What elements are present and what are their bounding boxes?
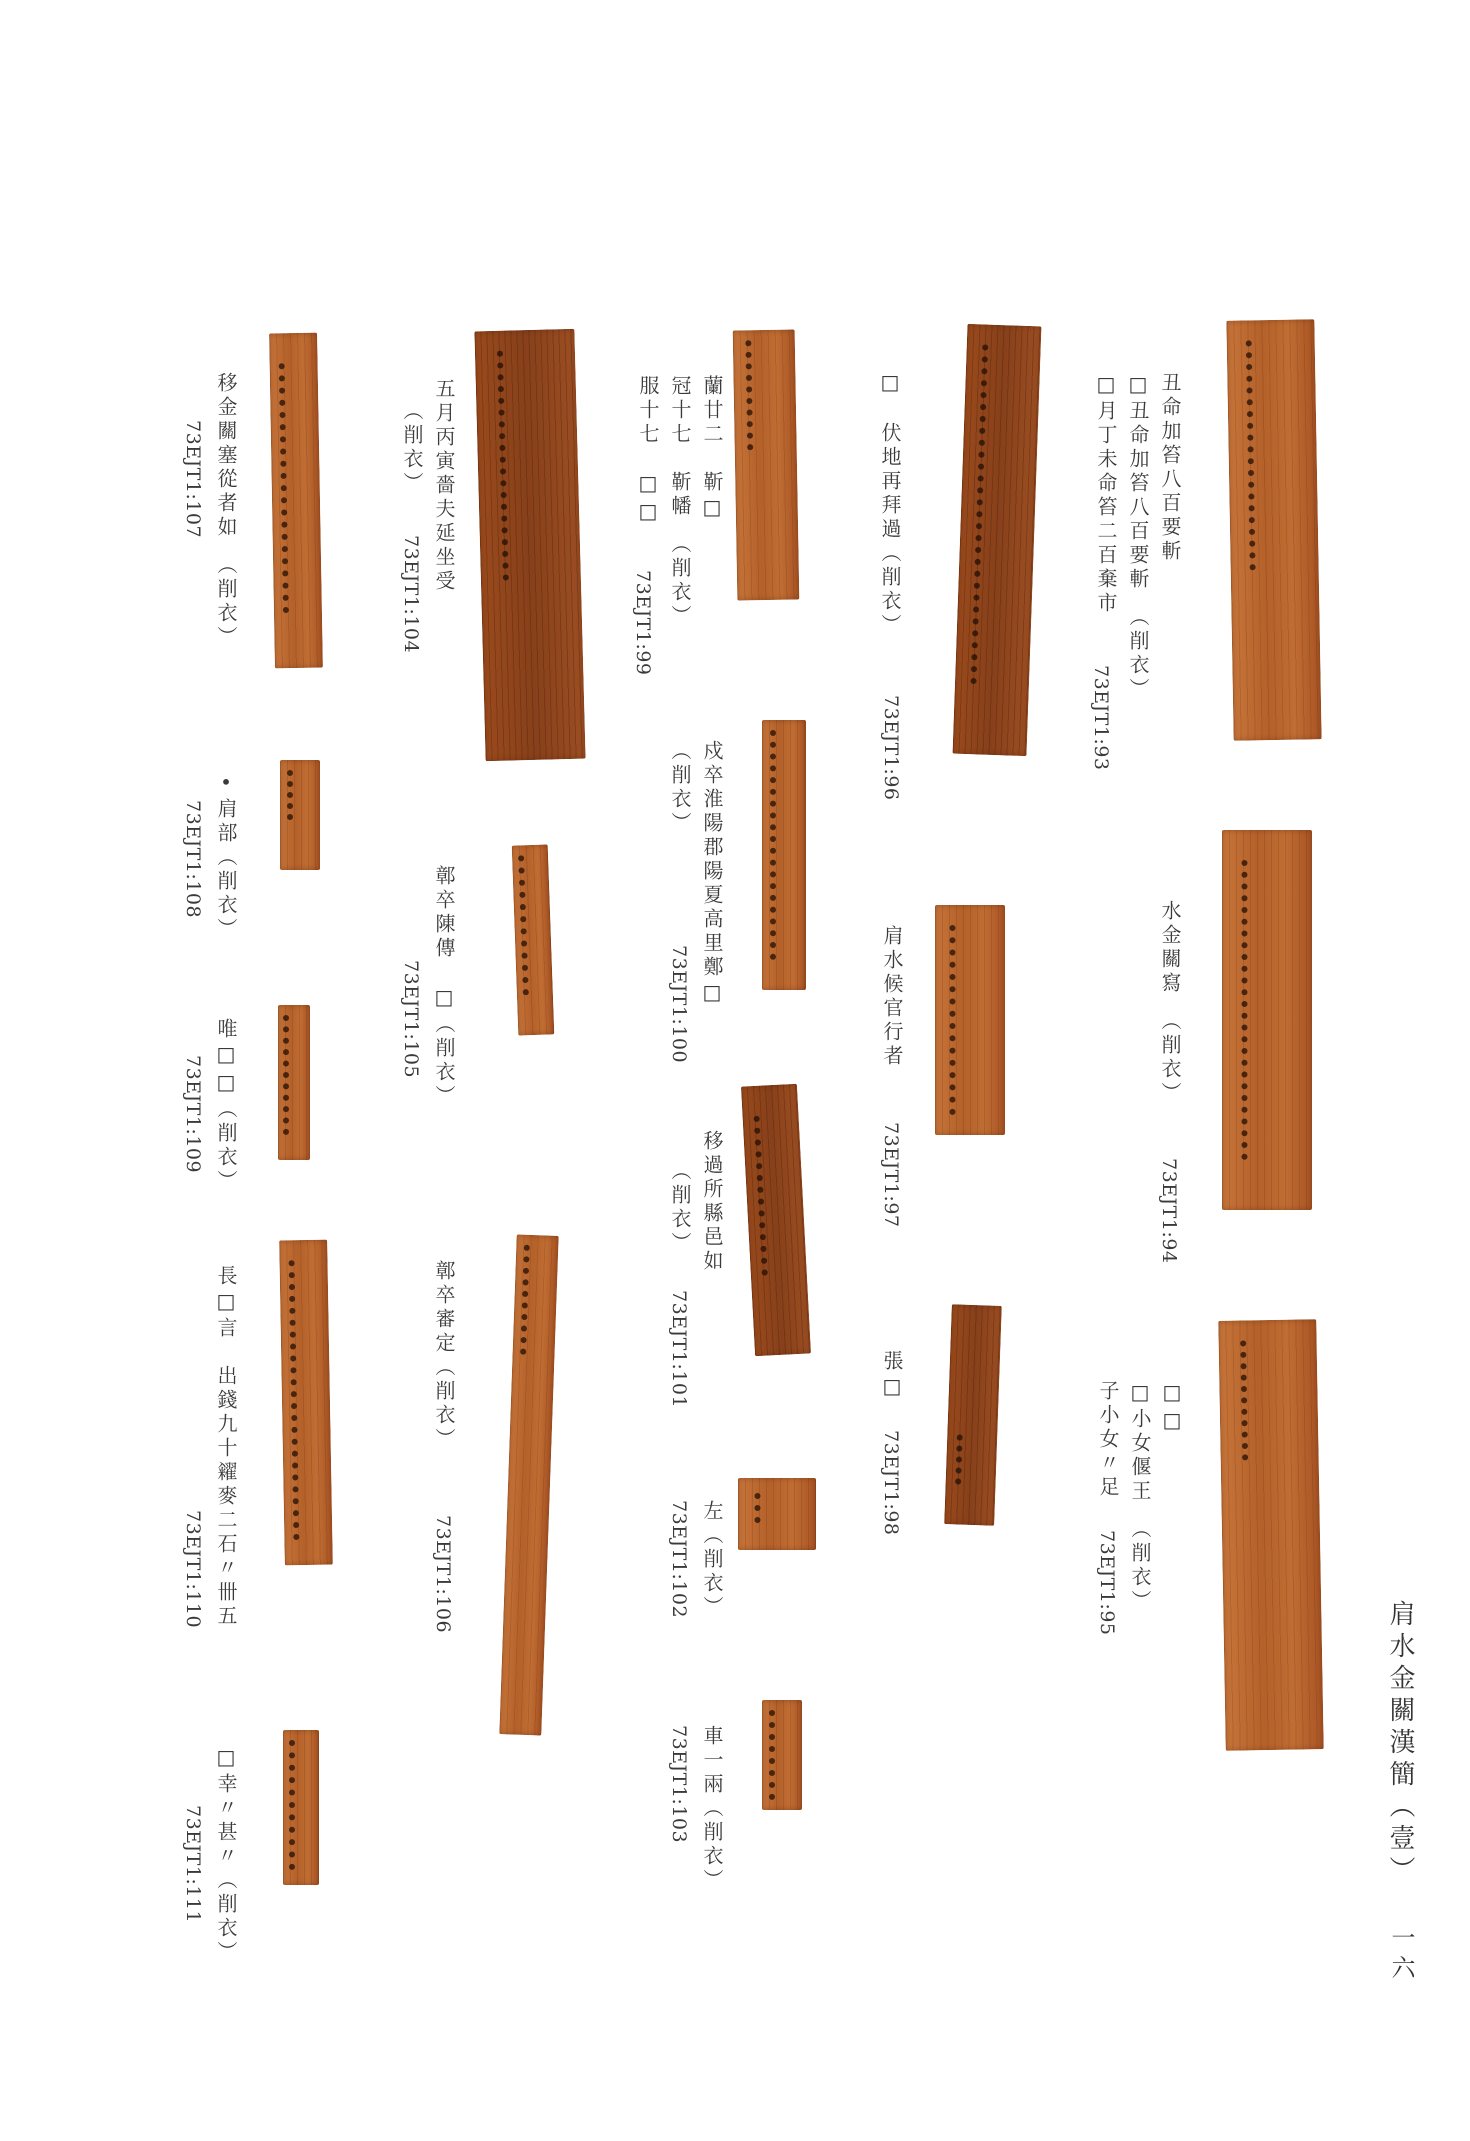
slip-96-id: 73EJT1:96	[880, 695, 902, 801]
slip-101-line-2: （削衣）	[668, 1160, 692, 1256]
slip-98-id: 73EJT1:98	[880, 1430, 902, 1536]
slip-image-99	[733, 329, 800, 600]
slip-image-98	[944, 1304, 1002, 1526]
slip-104-line-1: 五月丙寅嗇夫延坐受	[432, 378, 456, 594]
slip-100-line-1: 戍卒淮陽郡陽夏高里鄭□	[700, 740, 724, 1008]
slip-109-id: 73EJT1:109	[182, 1055, 204, 1174]
slip-image-110	[279, 1240, 333, 1566]
slip-93-line-3: □月丁未命笞二百棄市	[1094, 372, 1118, 616]
slip-110-line-1: 長□言 出錢九十糴麥二石〃卌五	[214, 1265, 238, 1629]
slip-image-106	[499, 1234, 558, 1735]
slip-image-109	[278, 1005, 310, 1160]
slip-104-id: 73EJT1:104	[400, 535, 422, 654]
slip-94-line-1: 水金關寫 （削衣）	[1158, 900, 1182, 1106]
slip-93-line-2: □丑命加笞八百要斬 （削衣）	[1126, 372, 1150, 702]
slip-101-line-1: 移過所縣邑如	[700, 1130, 724, 1274]
slip-image-105	[512, 844, 555, 1035]
slip-111-id: 73EJT1:111	[182, 1805, 204, 1924]
running-head: 肩水金關漢簡（壹）	[1385, 1600, 1415, 1888]
slip-108-id: 73EJT1:108	[182, 800, 204, 919]
slip-image-96	[953, 324, 1042, 756]
slip-97-id: 73EJT1:97	[880, 1122, 902, 1228]
slip-110-id: 73EJT1:110	[182, 1510, 204, 1629]
slip-99-line-1: 蘭廿二 靳□	[700, 375, 724, 523]
slip-image-100	[762, 720, 806, 990]
slip-93-id: 73EJT1:93	[1090, 665, 1112, 771]
slip-97-line-1: 肩水候官行者	[880, 925, 904, 1069]
slip-93-line-1: 丑命加笞八百要斬	[1158, 372, 1182, 564]
slip-image-101	[741, 1084, 811, 1357]
slip-image-95	[1218, 1319, 1323, 1751]
slip-111-line-1: □幸〃甚〃（削衣）	[214, 1745, 238, 1965]
slip-102-id: 73EJT1:102	[668, 1500, 690, 1619]
slip-109-line-1: 唯□□（削衣）	[214, 1018, 238, 1194]
slip-99-id: 73EJT1:99	[632, 570, 654, 676]
slip-image-102	[738, 1478, 816, 1550]
slip-98-line-1: 張□	[880, 1350, 904, 1402]
slip-106-line-1: 鄣卒審定（削衣）	[432, 1260, 456, 1452]
slip-99-line-2: 冠十七 靳幡 （削衣）	[668, 375, 692, 629]
slip-image-93	[1226, 319, 1321, 740]
slip-103-id: 73EJT1:103	[668, 1725, 690, 1844]
slip-95-line-1: □□	[1160, 1380, 1184, 1436]
slip-99-line-3: 服十七 □□	[636, 375, 660, 527]
slip-105-line-1: 鄣卒陳傳 □（削衣）	[432, 865, 456, 1109]
slip-101-id: 73EJT1:101	[668, 1290, 690, 1409]
slip-95-line-3: 子小女〃足	[1096, 1380, 1120, 1500]
slip-102-line-1: 左（削衣）	[700, 1500, 724, 1620]
slip-96-line-1: □ 伏地再拜過（削衣）	[878, 370, 902, 638]
slip-100-line-2: （削衣）	[668, 740, 692, 836]
slip-108-line-1: •肩部（削衣）	[214, 770, 238, 942]
slip-image-97	[935, 905, 1005, 1135]
slip-94-id: 73EJT1:94	[1158, 1158, 1180, 1264]
slip-100-id: 73EJT1:100	[668, 945, 690, 1064]
slip-image-107	[269, 333, 323, 669]
slip-107-line-1: 移金關塞從者如 （削衣）	[214, 372, 238, 650]
slip-95-line-2: □小女偃王 （削衣）	[1128, 1380, 1152, 1614]
slip-image-108	[280, 760, 320, 870]
slip-104-line-2: （削衣）	[400, 400, 424, 496]
slip-image-111	[283, 1730, 319, 1885]
slip-106-id: 73EJT1:106	[432, 1515, 454, 1634]
slip-image-103	[762, 1700, 802, 1810]
slip-image-94	[1222, 830, 1312, 1210]
slip-107-id: 73EJT1:107	[182, 420, 204, 539]
slip-103-line-1: 車一兩（削衣）	[700, 1725, 724, 1893]
page-number: 一六	[1387, 1925, 1415, 1985]
slip-image-104	[474, 329, 585, 761]
slip-95-id: 73EJT1:95	[1096, 1530, 1118, 1636]
slip-105-id: 73EJT1:105	[400, 960, 422, 1079]
